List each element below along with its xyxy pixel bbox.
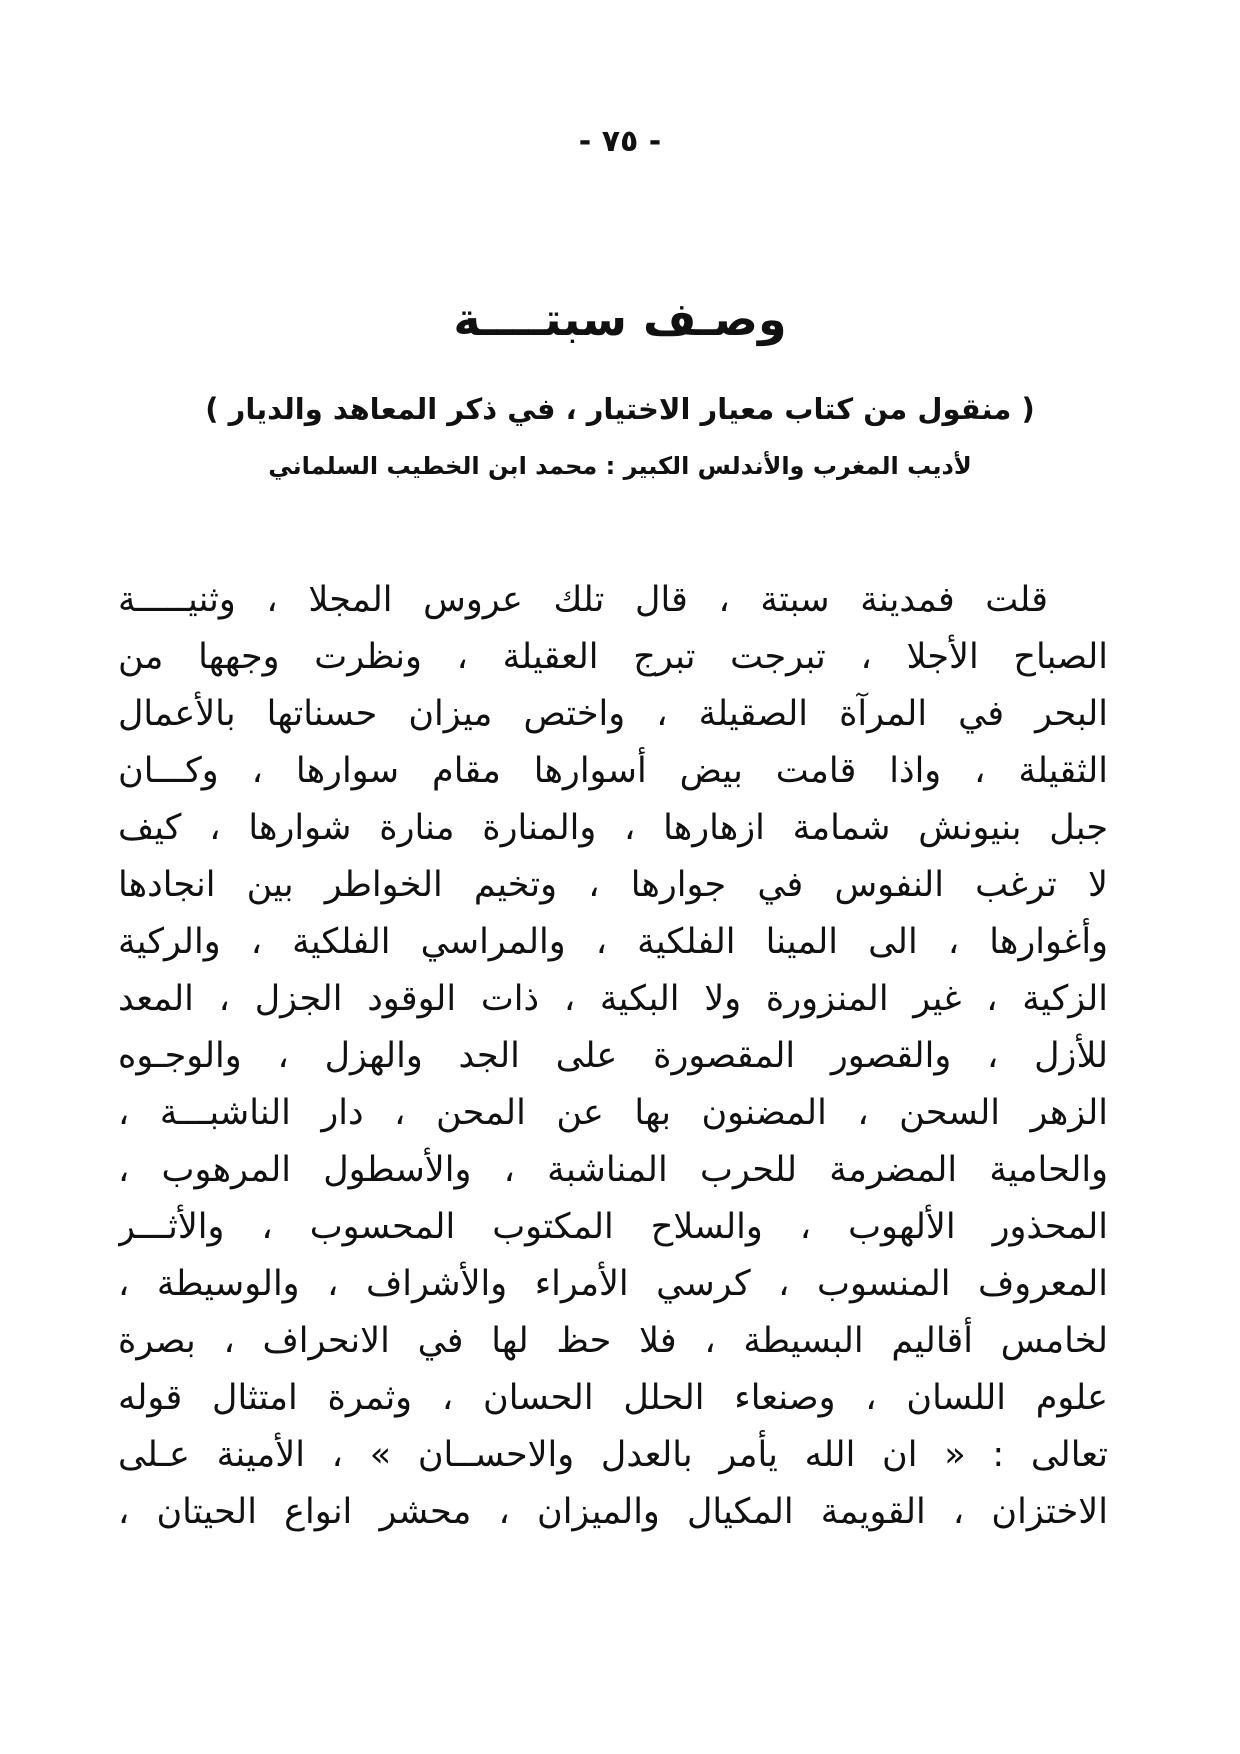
page-number: - ٧٥ -	[578, 124, 662, 159]
body-line: الصباح الأجلا ، تبرجت تبرج العقيلة ، ونظرت وجهها من	[118, 637, 1108, 677]
body-line: لا ترغب النفوس في جوارها ، وتخيم الخواطر بين انجادها	[118, 865, 1108, 905]
page-title: وصـف سبتــــة	[453, 292, 787, 346]
body-line: الاختزان ، القويمة المكيال والميزان ، محشر انواع الحيتان ،	[118, 1492, 1108, 1532]
body-line: والحامية المضرمة للحرب المناشبة ، والأسطول المرهوب ،	[118, 1150, 1108, 1190]
body-line: وأغوارها ، الى المينا الفلكية ، والمراسي الفلكية ، والركية	[118, 922, 1108, 962]
body-line: لخامس أقاليم البسيطة ، فلا حظ لها في الانحراف ، بصرة	[118, 1321, 1108, 1361]
body-line: تعالى : « ان الله يأمر بالعدل والاحســان » ، الأمينة عـلى	[118, 1435, 1108, 1475]
body-line: الثقيلة ، واذا قامت بيض أسوارها مقام سوارها ، وكـــان	[118, 751, 1108, 791]
body-line: المعروف المنسوب ، كرسي الأمراء والأشراف ، والوسيطة ،	[118, 1264, 1108, 1304]
source-subtitle: ( منقول من كتاب معيار الاختيار ، في ذكر المعاهد والديار )	[205, 392, 1035, 426]
body-line: جبل بنيونش شمامة ازهارها ، والمنارة منارة شوارها ، كيف	[118, 808, 1108, 848]
body-text	[118, 572, 1108, 1541]
author-line: لأديب المغرب والأندلس الكبير : محمد ابن الخطيب السلماني	[268, 452, 972, 480]
body-line: علوم اللسان ، وصنعاء الحلل الحسان ، وثمرة امتثال قوله	[118, 1378, 1108, 1418]
body-line: البحر في المرآة الصقيلة ، واختص ميزان حسناتها بالأعمال	[118, 694, 1108, 734]
body-line: الزكية ، غير المنزورة ولا البكية ، ذات الوقود الجزل ، المعد	[118, 979, 1108, 1019]
body-line: الزهر السحن ، المضنون بها عن المحن ، دار الناشبـــة ،	[118, 1093, 1108, 1133]
body-line: للأزل ، والقصور المقصورة على الجد والهزل ، والوجـوه	[118, 1036, 1108, 1076]
body-line: المحذور الألهوب ، والسلاح المكتوب المحسوب ، والأثـــر	[118, 1207, 1108, 1247]
body-line: قلت فمدينة سبتة ، قال تلك عروس المجلا ، وثنيـــــة	[118, 580, 1048, 620]
